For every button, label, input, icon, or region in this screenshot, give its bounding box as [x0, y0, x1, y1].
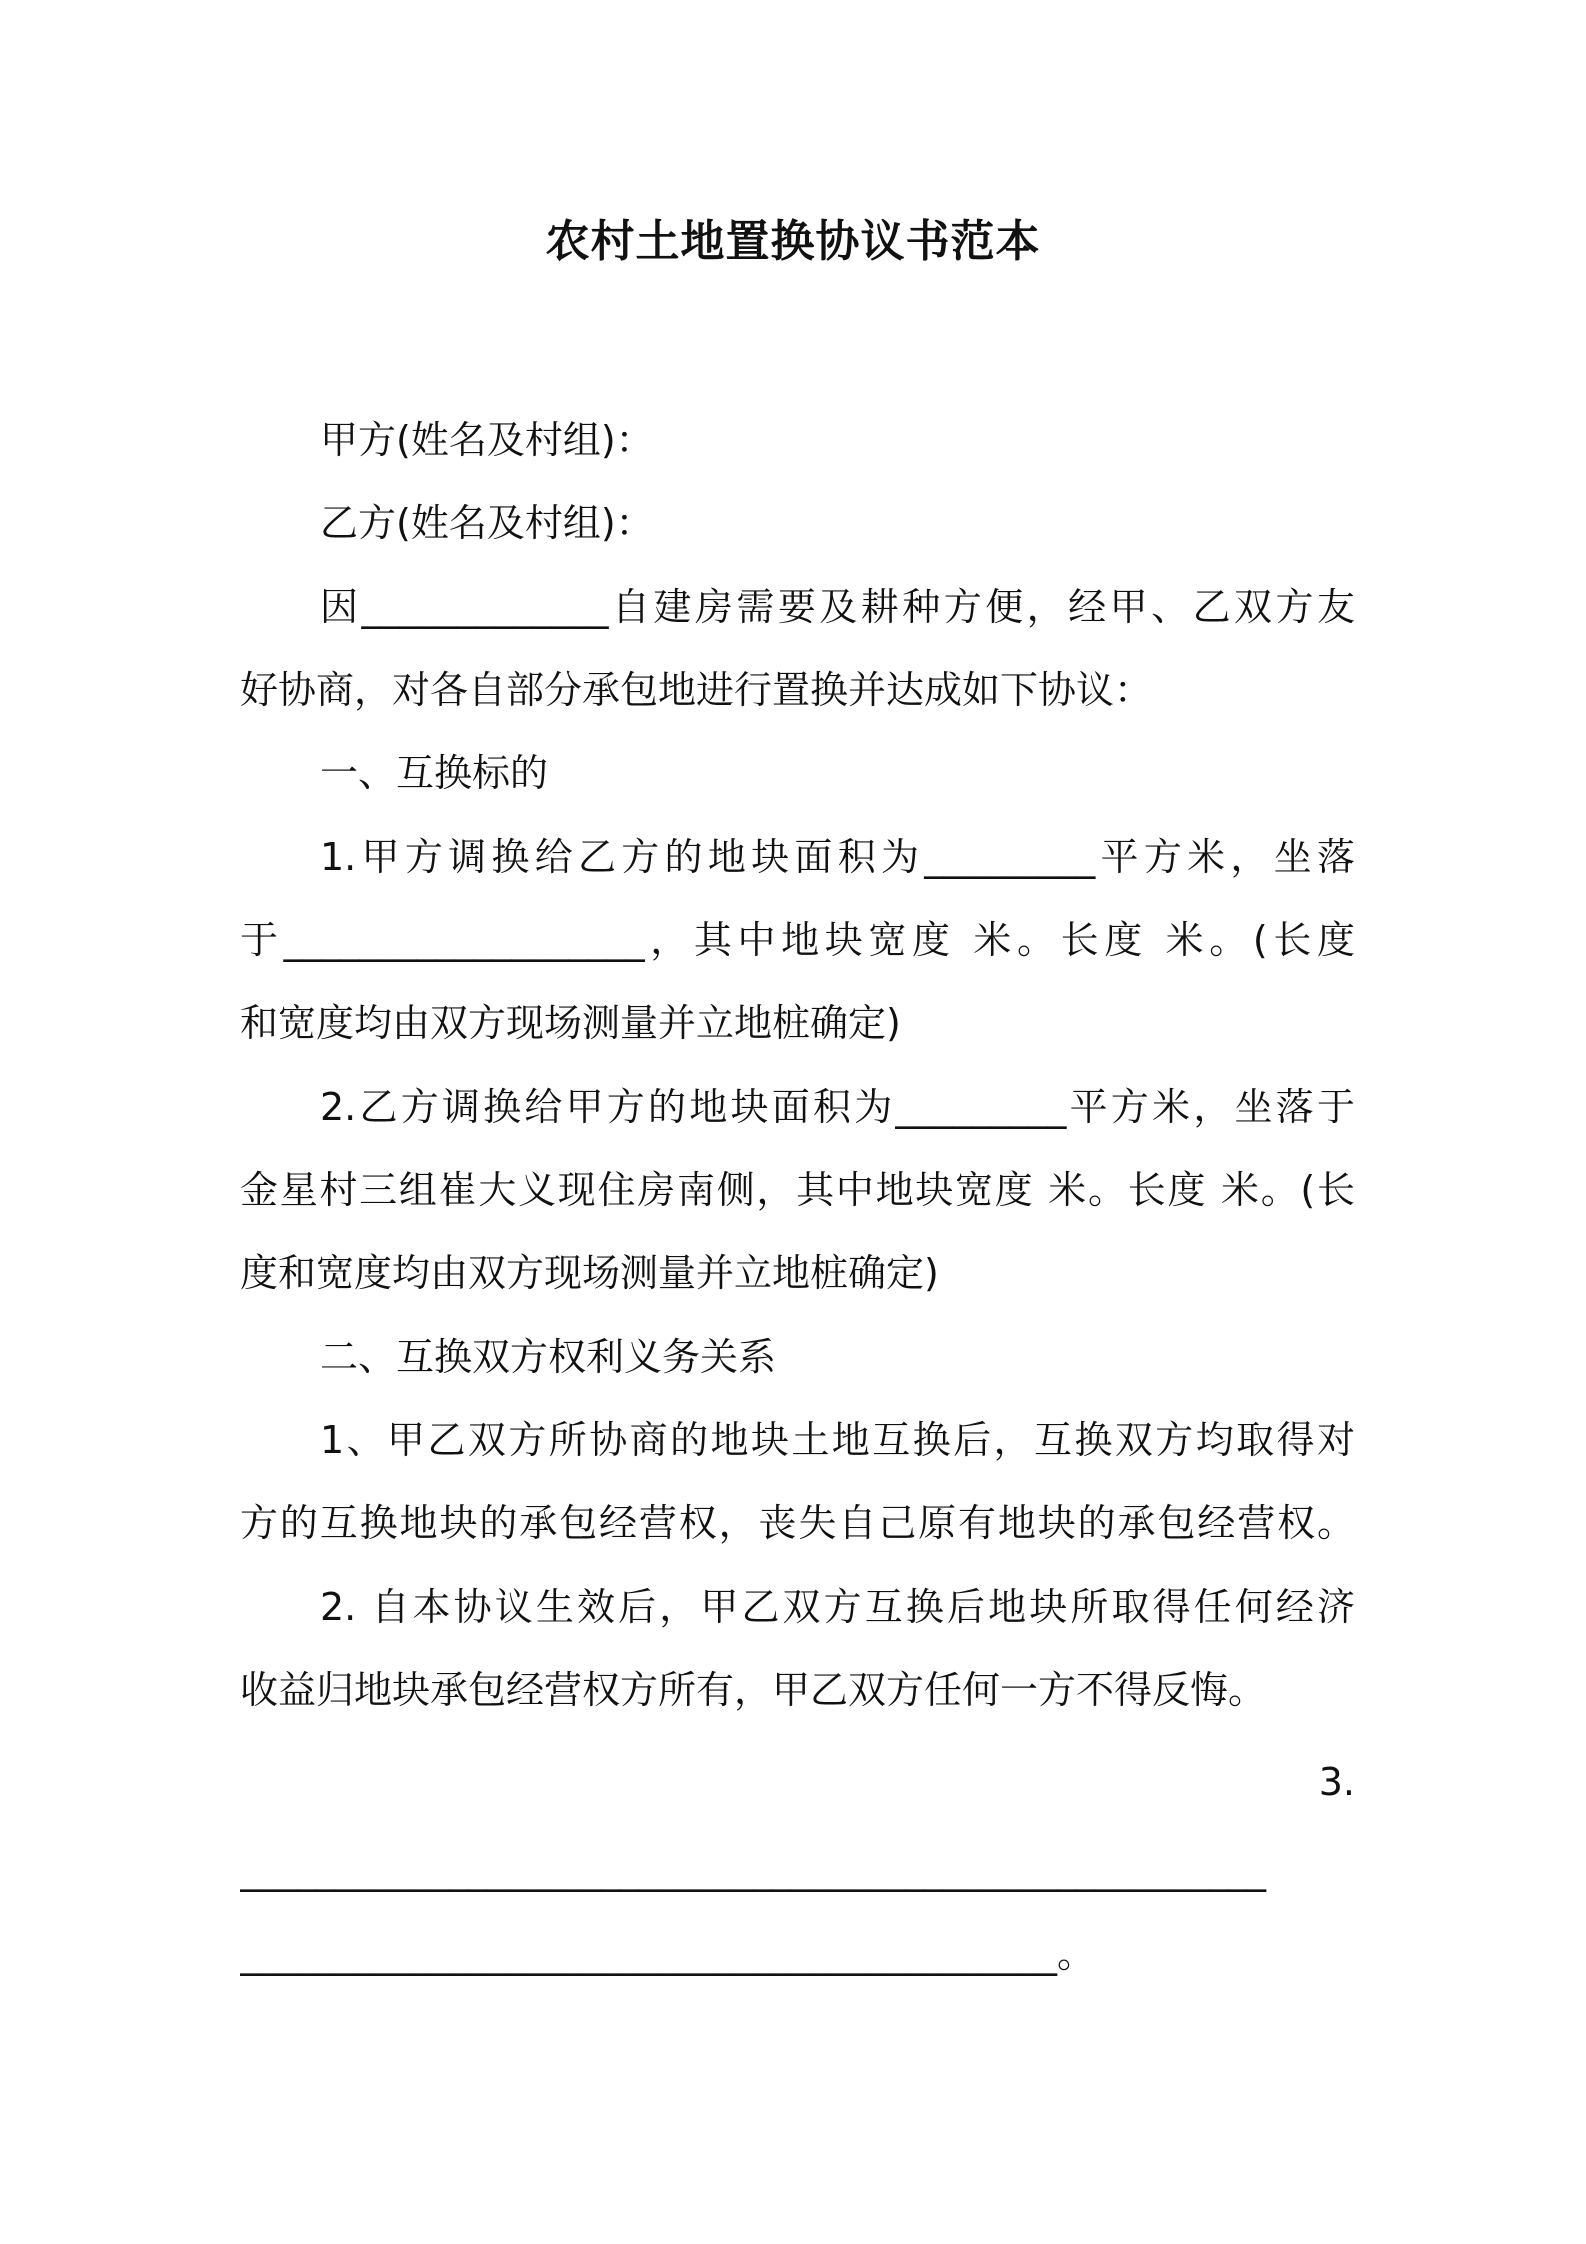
clause-2-2-line-1: 2. 自本协议生效后，甲乙双方互换后地块所取得任何经济	[320, 1585, 1355, 1629]
clause-1-1-line-1: 1.甲方调换给乙方的地块面积为_________平方米，坐落	[320, 835, 1355, 879]
document-title: 农村土地置换协议书范本	[545, 216, 1041, 267]
clause-1-1-line-2: 于___________________，其中地块宽度 米。长度 米。(长度	[240, 918, 1355, 962]
paragraph-intro-line-1: 因_____________自建房需要及耕种方便，经甲、乙双方友	[320, 585, 1355, 629]
clause-2-1-line-2: 方的互换地块的承包经营权，丧失自己原有地块的承包经营权。	[240, 1501, 1355, 1545]
party-b-line: 乙方(姓名及村组)：	[320, 501, 654, 545]
clause-2-3-blank-line-1: ______________________________________________________	[240, 1848, 1266, 1892]
clause-2-1-line-1: 1、甲乙双方所协商的地块土地互换后，互换双方均取得对	[320, 1418, 1355, 1462]
party-a-line: 甲方(姓名及村组)：	[320, 418, 654, 462]
paragraph-intro-line-2: 好协商，对各自部分承包地进行置换并达成如下协议：	[240, 668, 1153, 712]
clause-1-2-line-1: 2.乙方调换给甲方的地块面积为_________平方米，坐落于	[320, 1085, 1355, 1129]
clause-1-1-line-3: 和宽度均由双方现场测量并立地桩确定)	[240, 1001, 901, 1045]
clause-1-2-line-3: 度和宽度均由双方现场测量并立地桩确定)	[240, 1251, 939, 1295]
clause-1-2-line-2: 金星村三组崔大义现住房南侧，其中地块宽度 米。长度 米。(长	[240, 1168, 1355, 1212]
clause-2-2-line-2: 收益归地块承包经营权方所有，甲乙双方任何一方不得反悔。	[240, 1668, 1267, 1712]
clause-2-3-blank-line-2: ___________________________________________。	[240, 1932, 1096, 1976]
clause-2-3-number: 3.	[1318, 1760, 1355, 1804]
section-2-heading: 二、互换双方权利义务关系	[320, 1335, 777, 1379]
section-1-heading: 一、互换标的	[320, 751, 549, 795]
